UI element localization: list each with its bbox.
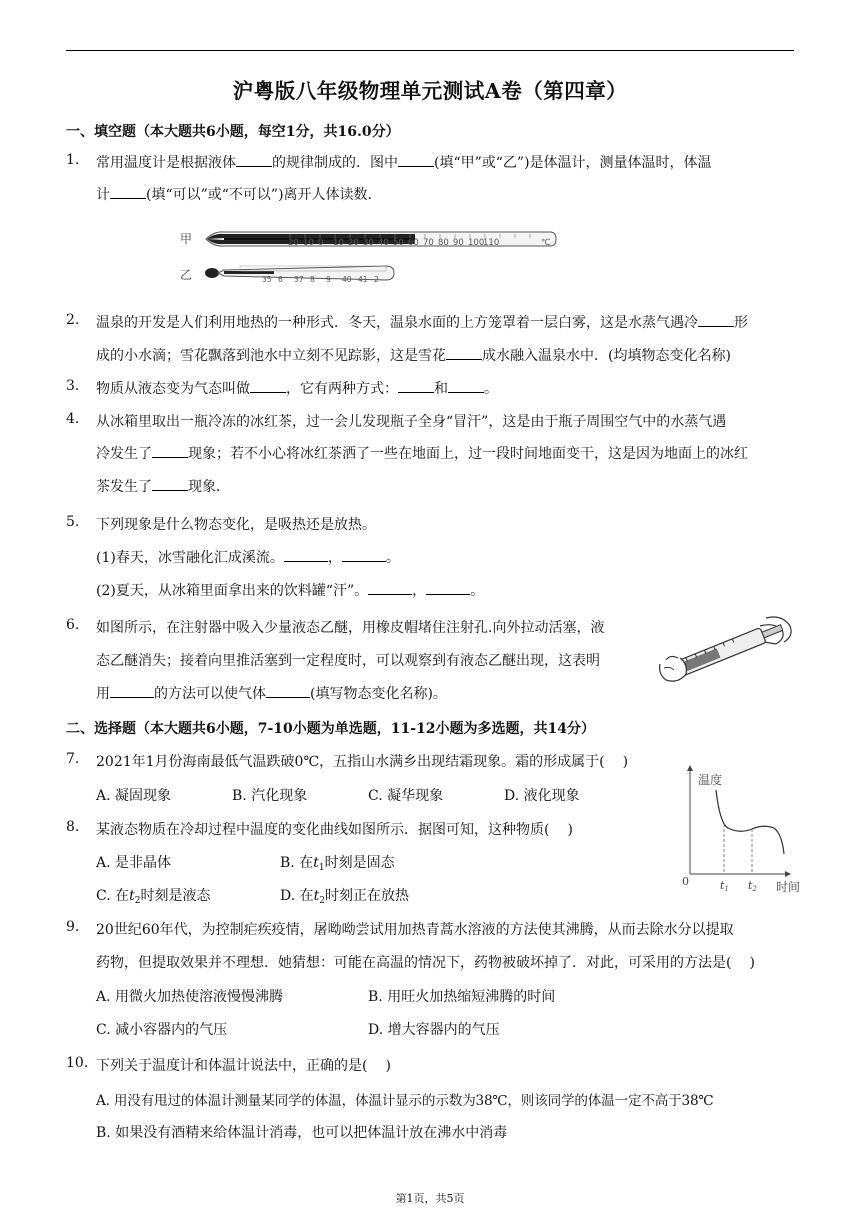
cooling-curve — [716, 790, 784, 854]
t2-label: t2 — [748, 879, 757, 893]
question-text — [96, 152, 712, 172]
text: 成的小水滴；雪花飘落到池水中立刻不见踪影，这是雪花 — [96, 348, 446, 364]
question-text — [96, 345, 731, 365]
answer-blank[interactable] — [110, 684, 154, 698]
option-a[interactable] — [96, 785, 171, 805]
text: 的方法可以使气体 — [154, 686, 266, 702]
option-d[interactable] — [504, 785, 580, 805]
subscript: 2 — [134, 896, 141, 906]
jia-scale-label: 20 — [348, 238, 359, 248]
math-t: t — [313, 888, 320, 904]
text: ) — [385, 1058, 391, 1074]
option-text: 在 — [299, 888, 314, 904]
answer-blank[interactable] — [698, 313, 734, 327]
option-text: 用微火加热使溶液慢慢沸腾 — [115, 989, 284, 1005]
subscript: 1 — [318, 863, 325, 873]
option-letter: B. — [96, 1125, 111, 1141]
option-d[interactable] — [280, 885, 409, 906]
yi-scale-label: 9 — [326, 275, 331, 284]
text: (填“可以”或“不可以”)离开人体读数． — [146, 187, 382, 203]
answer-blank[interactable] — [266, 684, 310, 698]
option-text: 如果没有酒精来给体温计消毒，也可以把体温计放在沸水中消毒 — [115, 1125, 508, 1141]
answer-blank[interactable] — [110, 185, 146, 199]
label-jia: 甲 — [180, 232, 193, 246]
y-axis-label: 温度 — [698, 773, 723, 787]
option-text: 汽化现象 — [251, 788, 308, 804]
question-number: 8. — [66, 819, 80, 835]
option-letter: D. — [280, 888, 296, 904]
answer-blank[interactable] — [446, 346, 482, 360]
answer-blank[interactable] — [250, 379, 286, 393]
option-letter: A. — [96, 1093, 110, 1109]
option-c[interactable] — [96, 1019, 227, 1039]
option-letter: C. — [96, 1022, 111, 1038]
text: 和 — [434, 381, 448, 397]
option-text: 液化现象 — [523, 788, 580, 804]
yi-scale-label: 37 — [294, 275, 304, 284]
section-heading-fill-in: 一、填空题（本大题共6小题，每空1分，共16.0分） — [66, 124, 400, 140]
question-text — [96, 547, 400, 567]
question-stem — [96, 751, 628, 771]
text: 的规律制成的．图中 — [272, 155, 398, 171]
question-text — [96, 476, 230, 496]
answer-blank[interactable] — [368, 581, 412, 595]
text: 成水融入温泉水中．(均填物态变化名称) — [482, 348, 731, 364]
jia-scale-label: 20 — [288, 238, 299, 248]
text: 物质从液态变为气态叫做 — [96, 381, 250, 397]
cooling-curve-figure — [676, 762, 816, 896]
jia-scale-label: 70 — [423, 238, 434, 248]
answer-blank[interactable] — [426, 581, 470, 595]
text: (1)春天，冰雪融化汇成溪流。 — [96, 550, 284, 566]
option-letter: D. — [504, 788, 520, 804]
header-rule — [66, 50, 794, 51]
option-a[interactable] — [96, 986, 283, 1006]
question-text — [96, 312, 748, 332]
question-stem — [96, 819, 573, 839]
math-t: t — [313, 855, 319, 871]
question-number: 2. — [66, 312, 80, 328]
answer-blank[interactable] — [152, 444, 188, 458]
question-number: 10. — [66, 1055, 89, 1071]
answer-blank[interactable] — [448, 379, 484, 393]
syringe-figure — [656, 608, 796, 688]
option-text: 在 — [115, 888, 130, 904]
text: 。 — [470, 583, 485, 599]
option-text: 增大容器内的气压 — [387, 1022, 500, 1038]
jia-scale-label: 100 — [468, 238, 485, 248]
jia-scale-label: 80 — [438, 238, 449, 248]
jia-scale-label: 110 — [483, 238, 500, 248]
answer-blank[interactable] — [236, 153, 272, 167]
question-number: 7. — [66, 751, 80, 767]
option-letter: B. — [232, 788, 247, 804]
option-text: 在 — [299, 855, 314, 871]
x-axis-label: 时间 — [776, 880, 801, 894]
text: (2)夏天，从冰箱里面拿出来的饮料罐“汗”。 — [96, 583, 369, 599]
question-text: 如图所示，在注射器中吸入少量液态乙醚，用橡皮帽堵住注射孔.向外拉动活塞，液 — [96, 620, 605, 636]
option-letter: C. — [368, 788, 383, 804]
text: 现象；若不小心将冰红茶洒了一些在地面上，过一段时间地面变干，这是因为地面上的冰红 — [188, 446, 748, 462]
option-letter: A. — [96, 989, 111, 1005]
text: 。 — [385, 550, 400, 566]
jia-scale-label: 10 — [303, 238, 314, 248]
answer-blank[interactable] — [152, 477, 188, 491]
jia-scale-label: 90 — [453, 238, 464, 248]
question-stem — [96, 952, 755, 972]
section-heading-choice: 二、选择题（本大题共6小题，7-10小题为单选题，11-12小题为多选题，共14分） — [66, 721, 596, 737]
jia-scale-label: 10 — [333, 238, 344, 248]
question-number: 6. — [66, 617, 80, 633]
text: (填写物态变化名称)。 — [310, 686, 447, 702]
text: ，它有两种方式： — [286, 381, 398, 397]
option-text: 用旺火加热缩短沸腾的时间 — [387, 989, 556, 1005]
page-footer: 第1页，共5页 — [395, 1192, 465, 1205]
question-number: 5. — [66, 514, 80, 530]
text: 药物，但提取效果并不理想．她猜想：可能在高温的情况下，药物被破坏掉了．对此，可采用的方法是( — [96, 955, 732, 971]
option-c[interactable] — [96, 885, 211, 906]
text: 常用温度计是根据液体 — [96, 155, 236, 171]
question-text — [96, 683, 447, 703]
option-b[interactable] — [368, 986, 555, 1006]
option-a[interactable] — [96, 852, 171, 872]
option-text: 时刻是液态 — [140, 888, 211, 904]
text: ) — [749, 955, 755, 971]
text: 。 — [484, 381, 498, 397]
question-text — [96, 184, 382, 204]
text: 形 — [734, 315, 748, 331]
yi-scale-label: 8 — [310, 275, 315, 284]
jia-scale-label: 40 — [378, 238, 389, 248]
option-letter: B. — [280, 855, 295, 871]
question-stem: 20世纪60年代，为控制疟疾疫情，屠呦呦尝试用加热青蒿水溶液的方法使其沸腾，从而去除水分以提取 — [96, 922, 734, 938]
text: 下列关于温度计和体温计说法中，正确的是( — [96, 1058, 368, 1074]
option-d[interactable] — [368, 1019, 500, 1039]
question-number: 3. — [66, 378, 80, 394]
question-text — [96, 580, 484, 600]
label-yi: 乙 — [180, 268, 193, 282]
text: 茶发生了 — [96, 479, 152, 495]
origin-label: 0 — [682, 875, 689, 888]
option-text: 减小容器内的气压 — [115, 1022, 228, 1038]
question-text: 态乙醚消失；接着向里推活塞到一定程度时，可以观察到有液态乙醚出现，这表明 — [96, 653, 600, 669]
question-number: 9. — [66, 919, 80, 935]
text: 现象． — [188, 479, 230, 495]
option-letter: A. — [96, 855, 111, 871]
answer-blank[interactable] — [398, 153, 434, 167]
option-letter: B. — [368, 989, 383, 1005]
option-b[interactable] — [280, 852, 395, 873]
jia-scale-label: 60 — [408, 238, 419, 248]
yi-scale-label: 35 — [262, 275, 272, 284]
question-number: 4. — [66, 411, 80, 427]
option-a[interactable] — [96, 1089, 713, 1109]
t1-label: t1 — [720, 879, 729, 893]
option-text: 时刻正在放热 — [325, 888, 410, 904]
jia-scale-label: 0 — [318, 238, 324, 248]
text: 温泉的开发是人们利用地热的一种形式．冬天，温泉水面的上方笼罩着一层白雾，这是水蒸气遇冷 — [96, 315, 698, 331]
text: 计 — [96, 187, 110, 203]
answer-blank[interactable] — [284, 548, 328, 562]
text: ) — [622, 754, 629, 770]
option-letter: C. — [96, 888, 111, 904]
text: ， — [327, 550, 342, 566]
yi-scale-label: 2 — [374, 275, 379, 284]
text: 某液态物质在冷却过程中温度的变化曲线如图所示．据图可知，这种物质( — [96, 822, 550, 838]
page-title: 沪粤版八年级物理单元测试A卷（第四章） — [232, 79, 628, 103]
text: 冷发生了 — [96, 446, 152, 462]
option-text: 凝华现象 — [387, 788, 444, 804]
question-text — [96, 378, 498, 398]
yi-scale-label: 40 — [342, 275, 352, 284]
subscript: 2 — [319, 896, 326, 906]
question-text: 从冰箱里取出一瓶冷冻的冰红茶，过一会儿发现瓶子全身“冒汗”，这是由于瓶子周围空气中的水蒸气遇 — [96, 414, 727, 430]
text: ) — [567, 822, 573, 838]
yi-scale-label: 41 — [358, 275, 368, 284]
option-b[interactable] — [96, 1122, 507, 1142]
option-letter: A. — [96, 788, 111, 804]
option-text: 用没有甩过的体温计测量某同学的体温，体温计显示的示数为38℃，则该同学的体温一定不高于38℃ — [113, 1093, 714, 1109]
question-text: 下列现象是什么物态变化，是吸热还是放热。 — [96, 517, 376, 533]
jia-scale-label: 30 — [363, 238, 374, 248]
option-c[interactable] — [368, 785, 443, 805]
text: 用 — [96, 686, 110, 702]
math-t: t — [129, 888, 135, 904]
question-stem — [96, 1055, 391, 1075]
question-number: 1. — [66, 152, 80, 168]
text: (填“甲”或“乙”)是体温计，测量体温时，体温 — [434, 155, 712, 171]
option-b[interactable] — [232, 785, 307, 805]
text: ， — [412, 583, 427, 599]
question-text — [96, 443, 748, 463]
answer-blank[interactable] — [342, 548, 386, 562]
option-letter: D. — [368, 1022, 384, 1038]
thermometer-figure — [200, 226, 560, 288]
jia-scale-label: 50 — [393, 238, 404, 248]
answer-blank[interactable] — [398, 379, 434, 393]
jia-unit-label: ℃ — [541, 238, 551, 248]
option-text: 是非晶体 — [115, 855, 172, 871]
option-text: 凝固现象 — [115, 788, 172, 804]
yi-scale-label: 6 — [278, 275, 283, 284]
text: 2021年1月份海南最低气温跌破0℃，五指山水满乡出现结霜现象。霜的形成属于( — [96, 754, 605, 770]
option-text: 时刻是固态 — [324, 855, 395, 871]
